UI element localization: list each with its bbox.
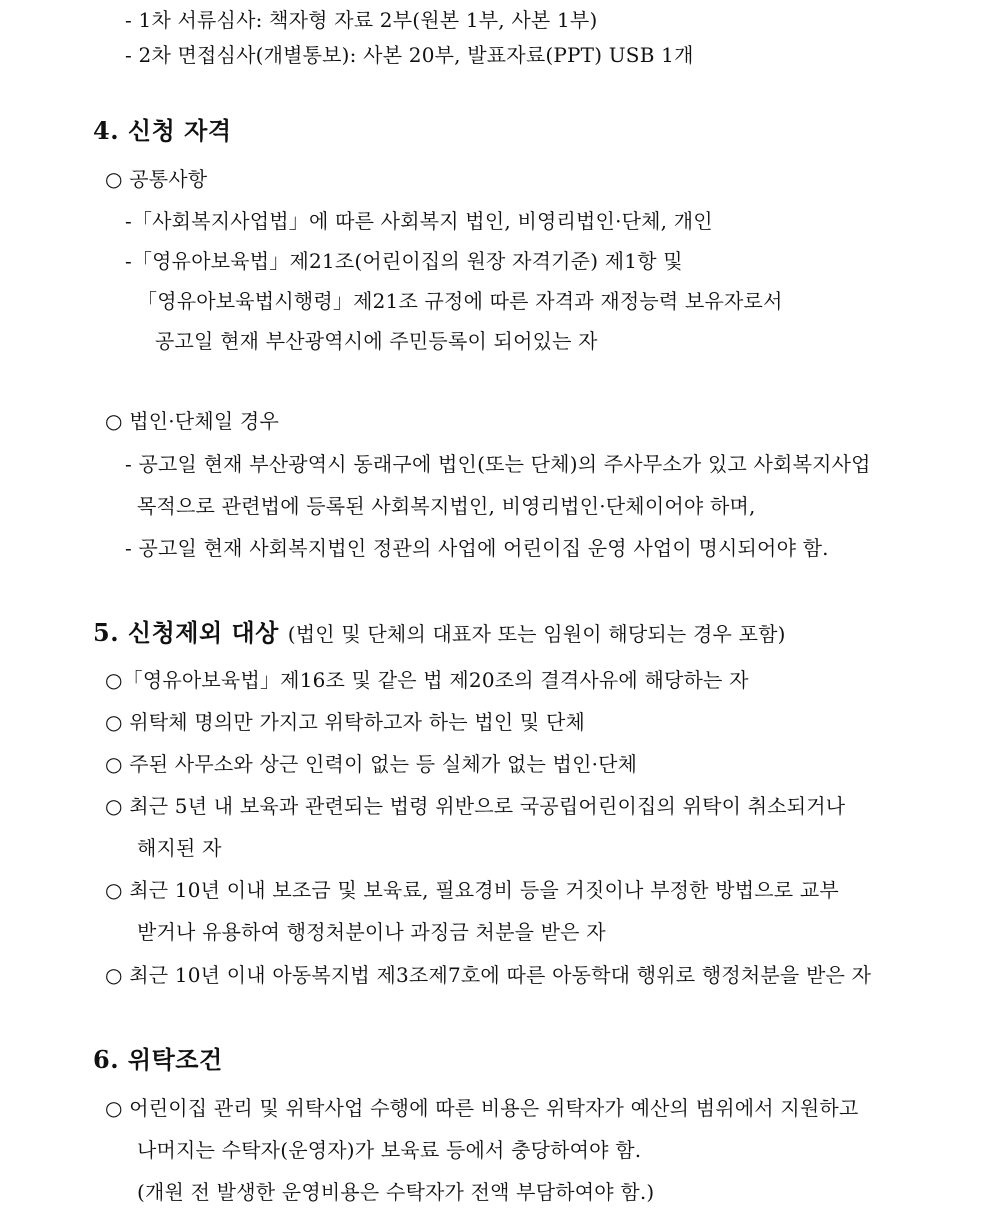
common-requirements-header: ○ 공통사항: [105, 167, 208, 191]
section-5-title-row: [93, 617, 786, 650]
consignment-condition-note: (개원 전 발생한 운영비용은 수탁자가 전액 부담하여야 함.): [137, 1180, 655, 1204]
exclusion-item: ○ 최근 10년 이내 보조금 및 보육료, 필요경비 등을 거짓이나 부정한 방법으로 교부: [105, 878, 839, 902]
exclusion-item-continued: 해지된 자: [137, 836, 222, 860]
common-requirement-line: 「영유아보육법시행령」제21조 규정에 따른 자격과 재정능력 보유자로서: [137, 289, 783, 313]
interview-review-item: - 2차 면접심사(개별통보): 사본 20부, 발표자료(PPT) USB 1개: [125, 43, 694, 67]
section-6-title: 6. 위탁조건: [93, 1045, 223, 1074]
common-requirement-line: 공고일 현재 부산광역시에 주민등록이 되어있는 자: [155, 329, 598, 353]
exclusion-item: ○ 주된 사무소와 상근 인력이 없는 등 실체가 없는 법인·단체: [105, 752, 638, 776]
common-requirement-line: -「사회복지사업법」에 따른 사회복지 법인, 비영리법인·단체, 개인: [125, 209, 713, 233]
common-requirement-line: -「영유아보육법」제21조(어린이집의 원장 자격기준) 제1항 및: [125, 249, 683, 273]
exclusion-item: ○ 최근 10년 이내 아동복지법 제3조제7호에 따른 아동학대 행위로 행정처분을 받은 자: [105, 963, 872, 987]
corporation-requirement-line: - 공고일 현재 부산광역시 동래구에 법인(또는 단체)의 주사무소가 있고 사회복지사업: [125, 452, 871, 476]
section-5-note: (법인 및 단체의 대표자 또는 임원이 해당되는 경우 포함): [287, 622, 786, 646]
exclusion-item: ○ 최근 5년 내 보육과 관련되는 법령 위반으로 국공립어린이집의 위탁이 취소되거나: [105, 794, 846, 818]
exclusion-item: ○「영유아보육법」제16조 및 같은 법 제20조의 결격사유에 해당하는 자: [105, 668, 749, 692]
consignment-condition-line: ○ 어린이집 관리 및 위탁사업 수행에 따른 비용은 위탁자가 예산의 범위에서 지원하고: [105, 1096, 859, 1120]
exclusion-item-continued: 받거나 유용하여 행정처분이나 과징금 처분을 받은 자: [137, 920, 606, 944]
document-review-item: - 1차 서류심사: 책자형 자료 2부(원본 1부, 사본 1부): [125, 8, 598, 32]
corporation-requirement-line: 목적으로 관련법에 등록된 사회복지법인, 비영리법인·단체이어야 하며,: [137, 494, 756, 518]
section-5-title: 5. 신청제외 대상: [93, 618, 279, 647]
exclusion-item: ○ 위탁체 명의만 가지고 위탁하고자 하는 법인 및 단체: [105, 710, 586, 734]
section-4-title: 4. 신청 자격: [93, 116, 232, 145]
corporation-requirements-header: ○ 법인·단체일 경우: [105, 409, 279, 433]
corporation-requirement-line: - 공고일 현재 사회복지법인 정관의 사업에 어린이집 운영 사업이 명시되어야 함.: [125, 536, 829, 560]
consignment-condition-line: 나머지는 수탁자(운영자)가 보육료 등에서 충당하여야 함.: [137, 1138, 642, 1162]
